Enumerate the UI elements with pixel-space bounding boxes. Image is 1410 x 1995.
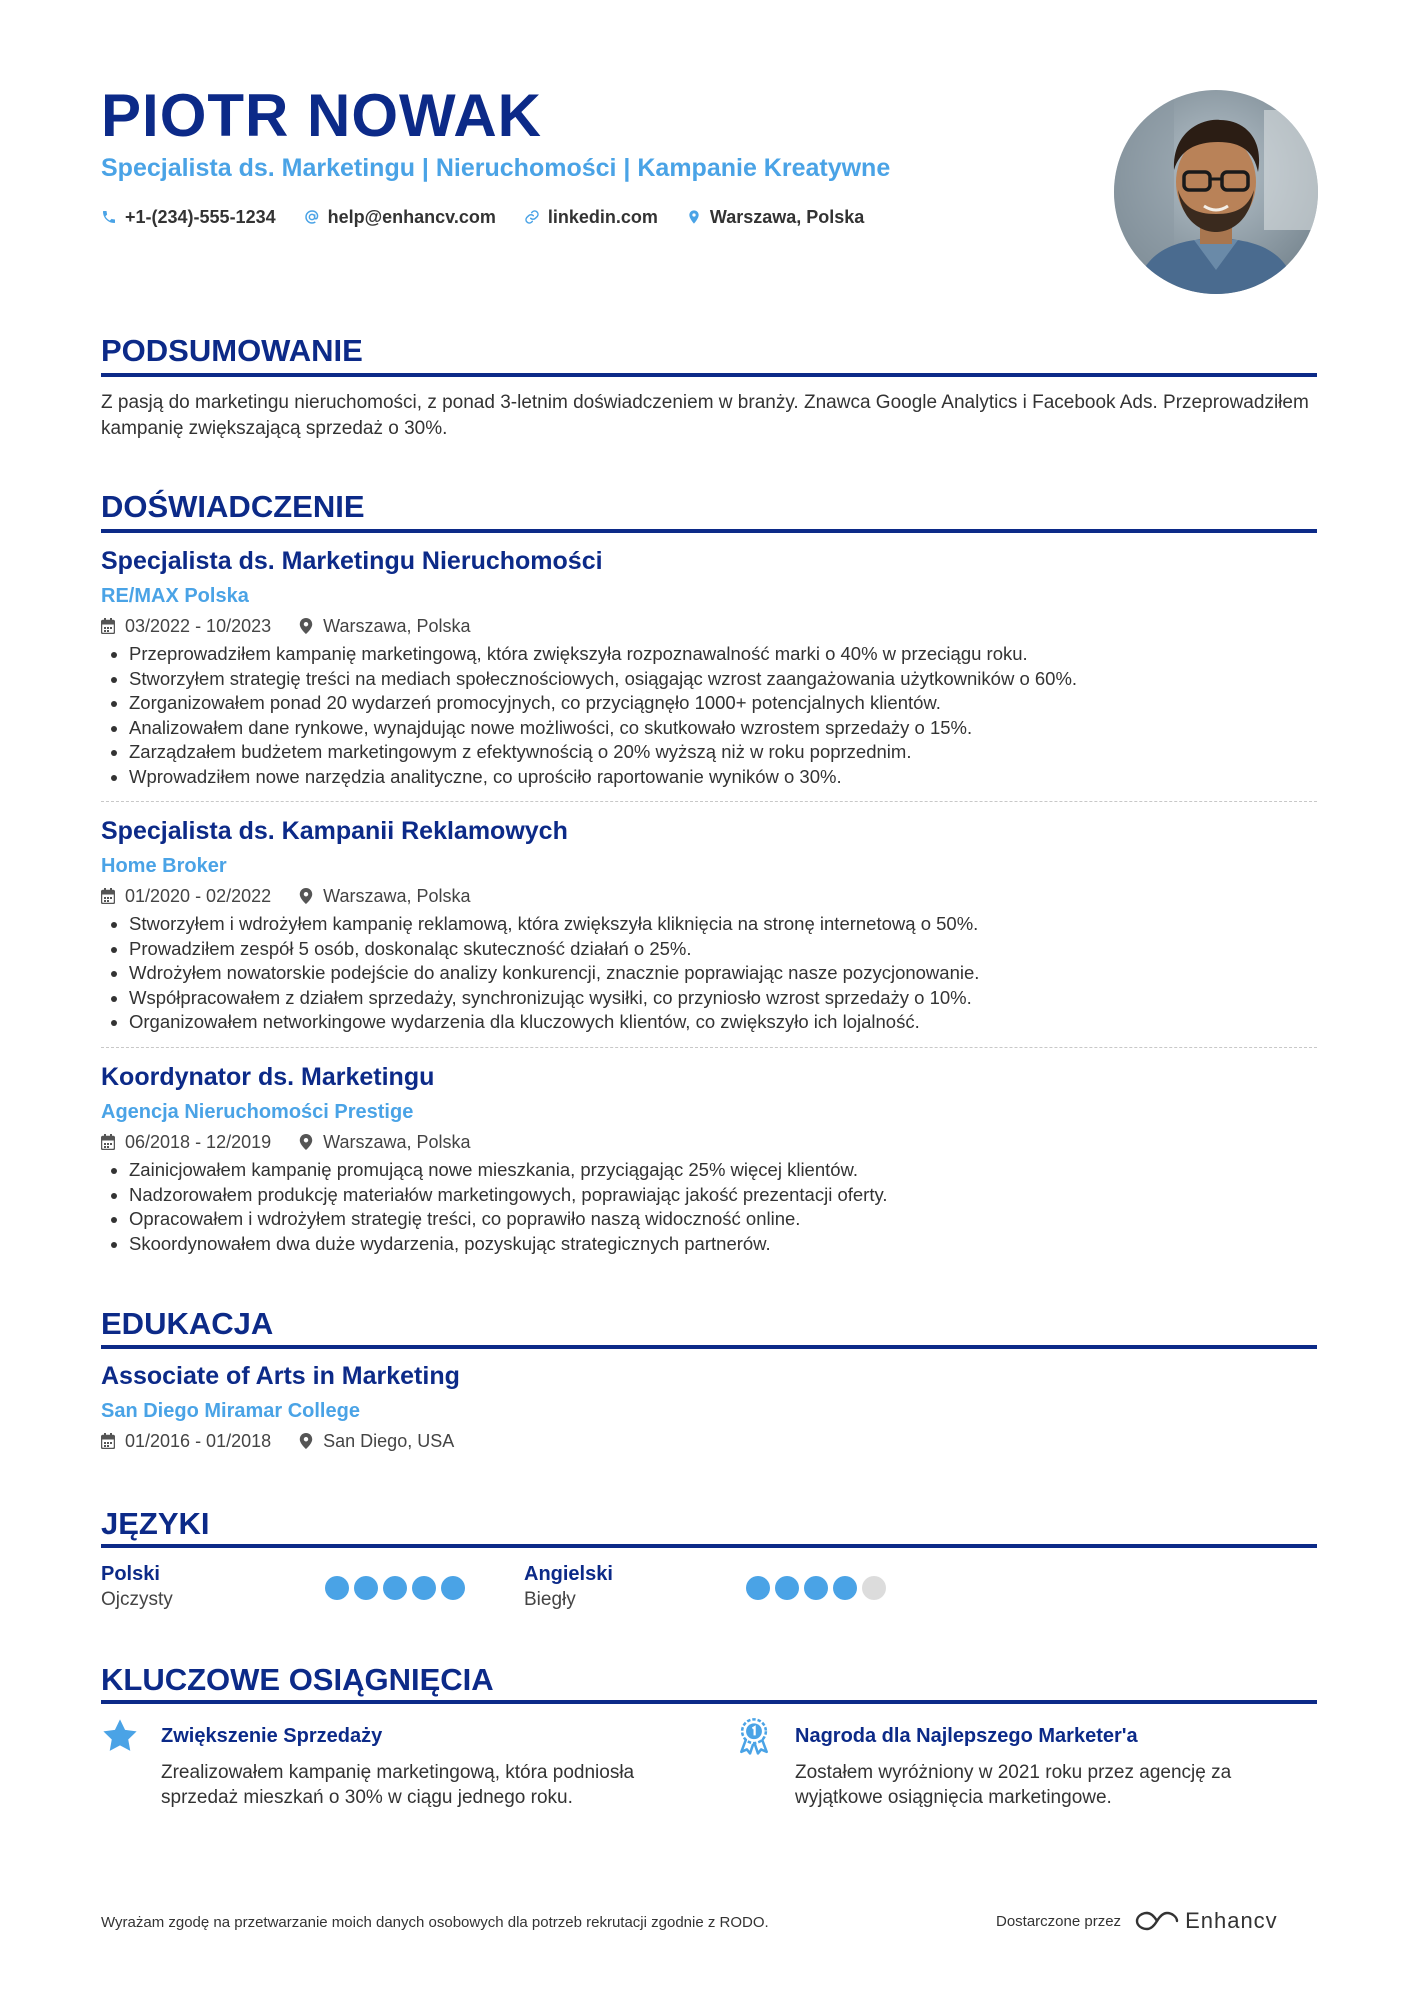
education-meta (101, 1427, 1317, 1455)
job-dates (101, 882, 271, 910)
rating-dot-filled (325, 1576, 349, 1600)
education-heading: EDUKACJA (101, 1306, 274, 1341)
calendar-icon (101, 1433, 115, 1449)
list-item: • Zorganizowałem ponad 20 wydarzeń promocyjnych, co przyciągnęło 1000+ potencjalnych klientów. (129, 691, 1317, 716)
achievements-heading: KLUCZOWE OSIĄGNIĘCIA (101, 1662, 494, 1697)
calendar-icon (101, 888, 115, 904)
language-rating (746, 1576, 886, 1600)
language-rating (325, 1576, 465, 1600)
education-entry (101, 1359, 1317, 1455)
job-location (299, 612, 470, 640)
job-dates (101, 1128, 271, 1156)
map-pin-icon (686, 209, 702, 225)
education-divider (101, 1345, 1317, 1349)
job-bullets (101, 642, 1317, 789)
list-item: • Analizowałem dane rynkowe, wynajdując nowe możliwości, co skutkowało wzrostem sprzedaży o 15%. (129, 716, 1317, 741)
job-meta (101, 612, 1317, 640)
headline: Specjalista ds. Marketingu | Nieruchomości | Kampanie Kreatywne (101, 154, 891, 182)
list-item: • Stworzyłem i wdrożyłem kampanię reklamową, która zwiększyła kliknięcia na stronę internetową o 50%. (129, 912, 1317, 937)
achievement-title: Zwiększenie Sprzedaży (161, 1725, 383, 1747)
experience-heading: DOŚWIADCZENIE (101, 489, 365, 524)
languages-divider (101, 1544, 1317, 1548)
job-title: Specjalista ds. Marketingu Nieruchomości (101, 547, 603, 575)
rating-dot-filled (412, 1576, 436, 1600)
footer-branding (996, 1908, 1278, 1934)
contact-bar (101, 205, 864, 229)
job-meta (101, 1128, 1317, 1156)
education-dates (101, 1427, 271, 1455)
job-entry (101, 544, 1317, 789)
achievement-description: Zrealizowałem kampanię marketingową, która podniosła sprzedaż mieszkań o 30% w ciągu jednego roku. (161, 1762, 635, 1808)
job-meta (101, 882, 1317, 910)
enhancv-logo[interactable] (1135, 1908, 1278, 1934)
list-item: • Zarządzałem budżetem marketingowym z efektywnością o 20% wyższą niż w roku poprzednim. (129, 740, 1317, 765)
map-pin-icon (299, 1134, 313, 1150)
list-item: • Opracowałem i wdrożyłem strategię treści, co poprawiło naszą widoczność online. (129, 1207, 1317, 1232)
language-name: Polski (101, 1563, 160, 1585)
education-location (299, 1427, 454, 1455)
summary-text: Z pasją do marketingu nieruchomości, z ponad 3-letnim doświadczeniem w branży. Znawca Google Analytics i Facebook Ads. Przeprowadziłem kampanię zwiększającą sprzedaż o 30%. (101, 392, 1309, 439)
job-separator (101, 1047, 1317, 1048)
job-dates-text: 01/2020 - 02/2022 (125, 886, 272, 906)
profile-photo (1114, 90, 1318, 294)
map-pin-icon (299, 618, 313, 634)
list-item: • Przeprowadziłem kampanię marketingową, która zwiększyła rozpoznawalność marki o 40% w przeciągu roku. (129, 642, 1317, 667)
list-item: • Wprowadziłem nowe narzędzia analityczne, co uprościło raportowanie wyników o 30%. (129, 765, 1317, 790)
link-icon (524, 209, 540, 225)
rating-dot-filled (383, 1576, 407, 1600)
achievements-divider (101, 1700, 1317, 1704)
achievement-title: Nagroda dla Najlepszego Marketer'a (795, 1725, 1138, 1747)
rating-dot-filled (775, 1576, 799, 1600)
job-dates-text: 03/2022 - 10/2023 (125, 616, 272, 636)
job-location-text: Warszawa, Polska (323, 886, 471, 906)
job-entry (101, 814, 1317, 1035)
school-name: San Diego Miramar College (101, 1400, 360, 1422)
contact-location (686, 205, 864, 229)
job-company: Agencja Nieruchomości Prestige (101, 1101, 414, 1123)
contact-linkedin[interactable] (524, 205, 658, 229)
education-dates-text: 01/2016 - 01/2018 (125, 1431, 272, 1451)
job-location (299, 882, 470, 910)
list-item: • Wdrożyłem nowatorskie podejście do analizy konkurencji, znacznie poprawiając nasze pozycjonowanie. (129, 961, 1317, 986)
rating-dot-filled (441, 1576, 465, 1600)
gdpr-consent: Wyrażam zgodę na przetwarzanie moich danych osobowych dla potrzeb rekrutacji zgodnie z RODO. (101, 1914, 769, 1931)
summary-divider (101, 373, 1317, 377)
avatar (1114, 90, 1318, 294)
job-title: Specjalista ds. Kampanii Reklamowych (101, 817, 568, 845)
contact-phone[interactable] (101, 205, 276, 229)
calendar-icon (101, 1134, 115, 1150)
list-item: • Zainicjowałem kampanię promującą nowe mieszkania, przyciągając 25% więcej klientów. (129, 1158, 1317, 1183)
infinity-logo-icon (1135, 1909, 1179, 1933)
rating-dot-filled (833, 1576, 857, 1600)
language-level: Biegły (524, 1589, 576, 1610)
achievement-description: Zostałem wyróżniony w 2021 roku przez agencję za wyjątkowe osiągnięcia marketingowe. (795, 1762, 1232, 1808)
education-location-text: San Diego, USA (323, 1431, 455, 1451)
job-bullets (101, 1158, 1317, 1256)
linkedin-text: linkedin.com (547, 207, 658, 227)
rating-dot-filled (804, 1576, 828, 1600)
job-title: Koordynator ds. Marketingu (101, 1063, 435, 1091)
email-text: help@enhancv.com (327, 207, 496, 227)
map-pin-icon (299, 1433, 313, 1449)
at-icon (304, 209, 320, 225)
summary-heading: PODSUMOWANIE (101, 333, 363, 368)
rating-dot-filled (354, 1576, 378, 1600)
brand-name: Enhancv (1185, 1908, 1278, 1933)
powered-by-text: Dostarczone przez (996, 1912, 1122, 1930)
language-item (524, 1561, 613, 1613)
list-item: • Organizowałem networkingowe wydarzenia dla kluczowych klientów, co zwiększyło ich lojalność. (129, 1010, 1317, 1035)
job-location-text: Warszawa, Polska (323, 1132, 471, 1152)
phone-icon (101, 209, 117, 225)
job-dates-text: 06/2018 - 12/2019 (125, 1132, 272, 1152)
rating-dot-filled (746, 1576, 770, 1600)
map-pin-icon (299, 888, 313, 904)
list-item: • Stworzyłem strategię treści na mediach społecznościowych, osiągając wzrost zaangażowania użytkowników o 60%. (129, 667, 1317, 692)
contact-email[interactable] (304, 205, 496, 229)
job-entry (101, 1060, 1317, 1256)
languages-heading: JĘZYKI (101, 1506, 210, 1541)
job-dates (101, 612, 271, 640)
job-bullets (101, 912, 1317, 1035)
language-item (101, 1561, 173, 1613)
job-company: RE/MAX Polska (101, 585, 249, 607)
calendar-icon (101, 618, 115, 634)
rating-dot-empty (862, 1576, 886, 1600)
list-item: • Nadzorowałem produkcję materiałów marketingowych, poprawiając jakość prezentacji oferty. (129, 1183, 1317, 1208)
candidate-name: PIOTR NOWAK (101, 82, 542, 149)
language-level: Ojczysty (101, 1589, 173, 1610)
location-text: Warszawa, Polska (709, 207, 865, 227)
language-name: Angielski (524, 1563, 613, 1585)
job-location (299, 1128, 470, 1156)
experience-divider (101, 529, 1317, 533)
degree-title: Associate of Arts in Marketing (101, 1362, 460, 1390)
phone-text: +1-(234)-555-1234 (125, 207, 276, 227)
list-item: • Współpracowałem z działem sprzedaży, synchronizując wysiłki, co przyniosło wzrost sprzedaży o 10%. (129, 986, 1317, 1011)
list-item: • Skoordynowałem dwa duże wydarzenia, pozyskując strategicznych partnerów. (129, 1232, 1317, 1257)
job-location-text: Warszawa, Polska (323, 616, 471, 636)
job-separator (101, 801, 1317, 802)
star-icon (101, 1717, 139, 1755)
list-item: • Prowadziłem zespół 5 osób, doskonaląc skuteczność działań o 25%. (129, 937, 1317, 962)
award-ribbon-icon (735, 1717, 773, 1755)
job-company: Home Broker (101, 855, 227, 877)
